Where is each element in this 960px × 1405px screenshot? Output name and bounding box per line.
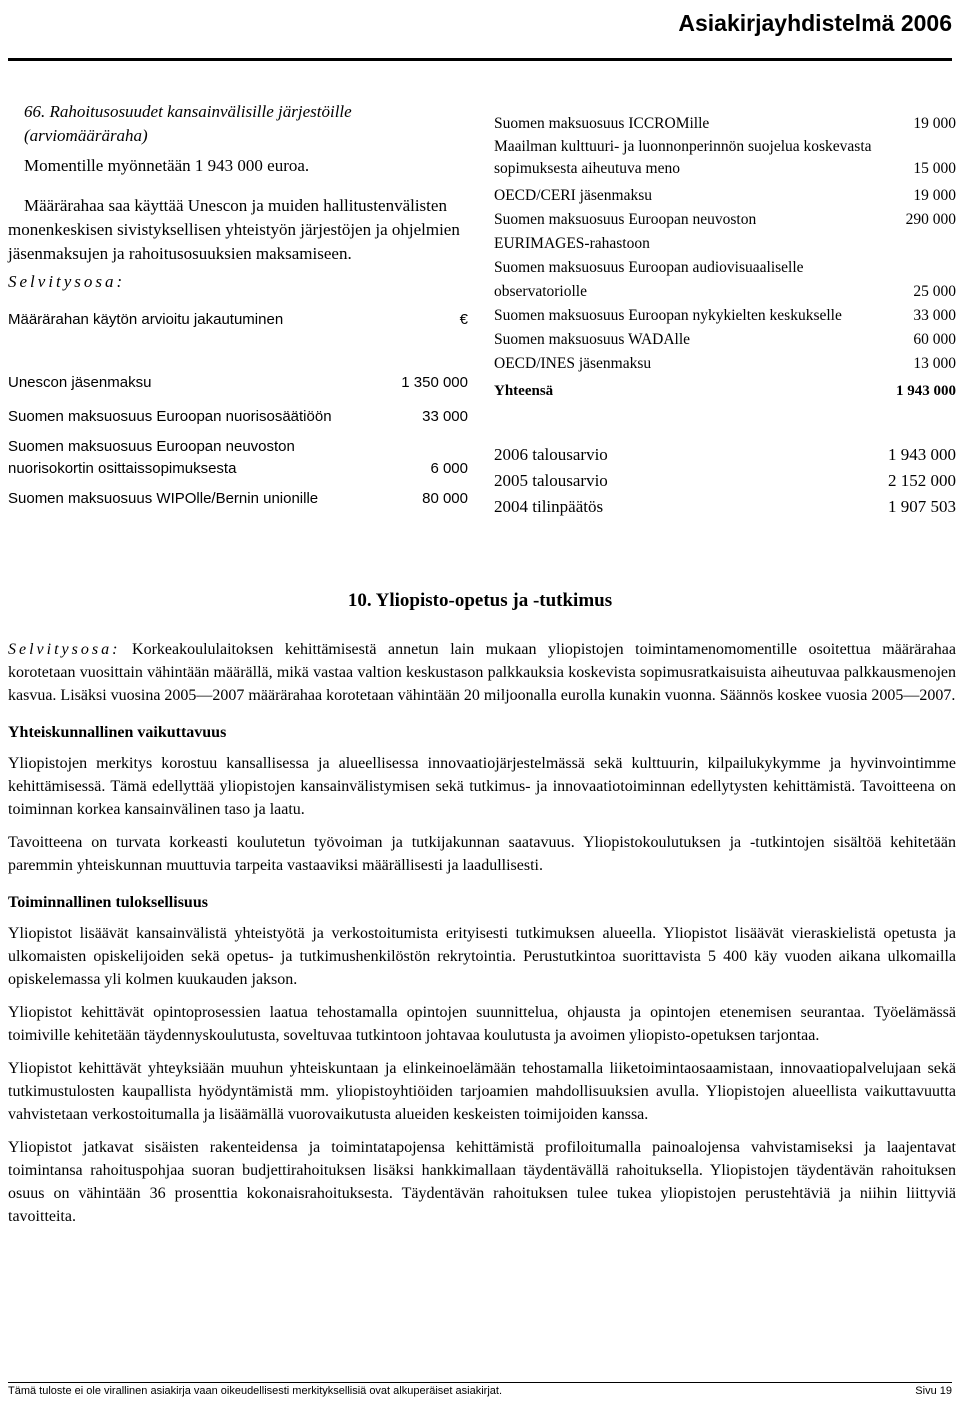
list-item: Maailman kulttuuri- ja luonnonperinnön suojelua koskevasta sopimuksesta aiheutuva meno 15 000: [494, 138, 956, 177]
table-title: Määrärahan käytön arvioitu jakautuminen: [8, 311, 284, 328]
paragraph: Yliopistot kehittävät opintoprosessien laatua tehostamalla opintojen suunnittelua, ohjausta ja opintojen etenemisen seurantaa. Työelämässä toimiville kehitetään täydennyskoulutusta, soveltuvaa tutkintoon johtavaa koulutusta ja avoimen yliopisto-opetuksen tarjontaa.: [8, 1004, 956, 1044]
list-item: Suomen maksuosuus ICCROMille 19 000: [494, 115, 956, 132]
selvitysosa-label: Selvitysosa:: [8, 272, 126, 291]
item-title: 66. Rahoitusosuudet kansainvälisille järjestöille (arviomääräraha): [24, 102, 352, 145]
table-title-row: [8, 308, 468, 332]
list-item: Suomen maksuosuus WIPOlle/Bernin unionille 80 000: [8, 490, 468, 507]
footer-rule: [8, 1382, 952, 1383]
momentti-text: Momentille myönnetään 1 943 000 euroa.: [24, 156, 310, 175]
list-item: Suomen maksuosuus Euroopan audiovisuaaliselle observatoriolle 25 000: [494, 259, 956, 300]
usage-text: Määrärahaa saa käyttää Unescon ja muiden hallitustenvälisten monenkeskisen sivistyksellisen yhteistyön järjestöjen ja ohjelmien jäsenmaksujen ja rahoitusosuuksien maksamiseen.: [8, 196, 460, 263]
list-item: OECD/INES jäsenmaksu 13 000: [494, 355, 956, 372]
list-item: 2005 talousarvio 2 152 000: [494, 471, 956, 490]
intro-paragraph: Selvitysosa: Korkeakoululaitoksen kehittämisestä annetun lain mukaan yliopistojen toimintamenomomentille osoitettua määrärahaa korotetaan vuosittain vähintään määrällä, mikä vastaa valtion keskustason palkkauksia koskevista sopimusratkaisuista aiheutuvaa palkkausmenojen kasvua. Lisäksi vuosina 2005—2007 määrärahaa korotetaan vähintään 20 miljoonalla eurolla kunakin vuonna. Säännös koskee vuosia 2005—2007.: [8, 641, 957, 704]
list-item: Suomen maksuosuus Euroopan nuorisosäätiöön 33 000: [8, 408, 468, 425]
paragraph: Yliopistojen merkitys korostuu kansallisessa ja alueellisessa innovaatiojärjestelmässä sekä kulttuurin, kilpailukykymme ja hyvinvointimme kehittämisessä. Tämä edellyttää yliopistojen kansainvälistymisen sekä tutkimus- ja innovaatiotoiminnan edellytysten kehittämistä. Tavoitteena on toiminnan korkea kansainvälinen taso ja laatu.: [8, 755, 956, 818]
document-header-title: Asiakirjayhdistelmä 2006: [678, 10, 952, 36]
footer-disclaimer: Tämä tuloste ei ole virallinen asiakirja vaan oikeudellisesti merkityksellisiä ovat alkuperäiset asiakirjat.: [8, 1385, 502, 1397]
total-row: Yhteensä 1 943 000: [494, 383, 956, 399]
list-item: 2006 talousarvio 1 943 000: [494, 445, 956, 464]
paragraph: Yliopistot jatkavat sisäisten rakenteidensa ja toimintatapojensa kehittämistä profiloitumalla painoalojensa vahvistamiseksi ja laajentavat toimintansa rahoituspohjaa suoran budjettirahoituksen lisäksi hankkimallaan täydentävällä rahoituksella. Yliopistojen täydentävän rahoituksen osuus on vähintään 36 prosenttia kokonaisrahoituksesta. Täydentävän rahoituksen tulee tukea yliopistojen perustehtäviä ja niihin liittyviä tavoitteita.: [8, 1139, 956, 1225]
list-item: Suomen maksuosuus Euroopan nykykielten keskukselle 33 000: [494, 307, 956, 324]
list-item: OECD/CERI jäsenmaksu 19 000: [494, 187, 956, 204]
list-item: 2004 tilinpäätös 1 907 503: [494, 497, 956, 516]
subheading: Yhteiskunnallinen vaikuttavuus: [8, 724, 227, 741]
paragraph: Tavoitteena on turvata korkeasti koulutetun työvoiman ja tutkijakunnan saatavuus. Yliopistokoulutuksen ja -tutkintojen sisältöä kehitetään paremmin yhteiskunnan muuttuvia tarpeita vastaaviksi määrällisesti ja laadullisesti.: [8, 834, 956, 874]
paragraph: Yliopistot lisäävät kansainvälistä yhteistyötä ja verkostoitumista erityisesti tutkimuksen alueella. Yliopistot lisäävät vieraskielistä opetusta ja ulkomaisten opiskelijoiden sekä opetus- ja tutkimushenkilöstön rekrytointia. Perustutkintoa suorittavista 5 400 käy vuoden aikana ulkomailla opiskelemassa yli kolmen kuukauden jakson.: [8, 925, 956, 988]
paragraph: Yliopistot kehittävät yhteyksiään muuhun yhteiskuntaan ja elinkeinoelämään tehostamalla liiketoimintaosaamistaan, innovaatiopalvelujaan sekä tutkimustulosten kaupallista hyödyntämistä mm. yliopistoyhtiöiden tarjoamien mahdollisuuksien avulla. Yliopistojen alueellista vaikuttavuutta vahvistetaan verkostoitumalla ja lisäämällä vuorovaikutusta alueiden keskeisten toimijoiden kanssa.: [8, 1060, 956, 1123]
footer: [8, 1385, 952, 1397]
section-body: [8, 638, 956, 1238]
header-rule: [8, 58, 952, 61]
list-item: Suomen maksuosuus Euroopan neuvoston nuorisokortin osittaissopimuksesta 6 000: [8, 438, 468, 477]
list-item: Suomen maksuosuus Euroopan neuvoston EURIMAGES-rahastoon 290 000: [494, 211, 956, 252]
subheading: Toiminnallinen tuloksellisuus: [8, 894, 208, 911]
left-column: [8, 100, 468, 510]
right-column: [494, 112, 956, 520]
allocation-list: [8, 372, 468, 510]
list-item: Suomen maksuosuus WADAlle 60 000: [494, 331, 956, 348]
list-item: Unescon jäsenmaksu 1 350 000: [8, 374, 468, 391]
page-number: Sivu 19: [915, 1385, 952, 1397]
section-title: 10. Yliopisto-opetus ja -tutkimus: [347, 590, 613, 611]
selvitysosa-label: Selvitysosa:: [8, 641, 121, 658]
currency-symbol: €: [459, 311, 468, 328]
